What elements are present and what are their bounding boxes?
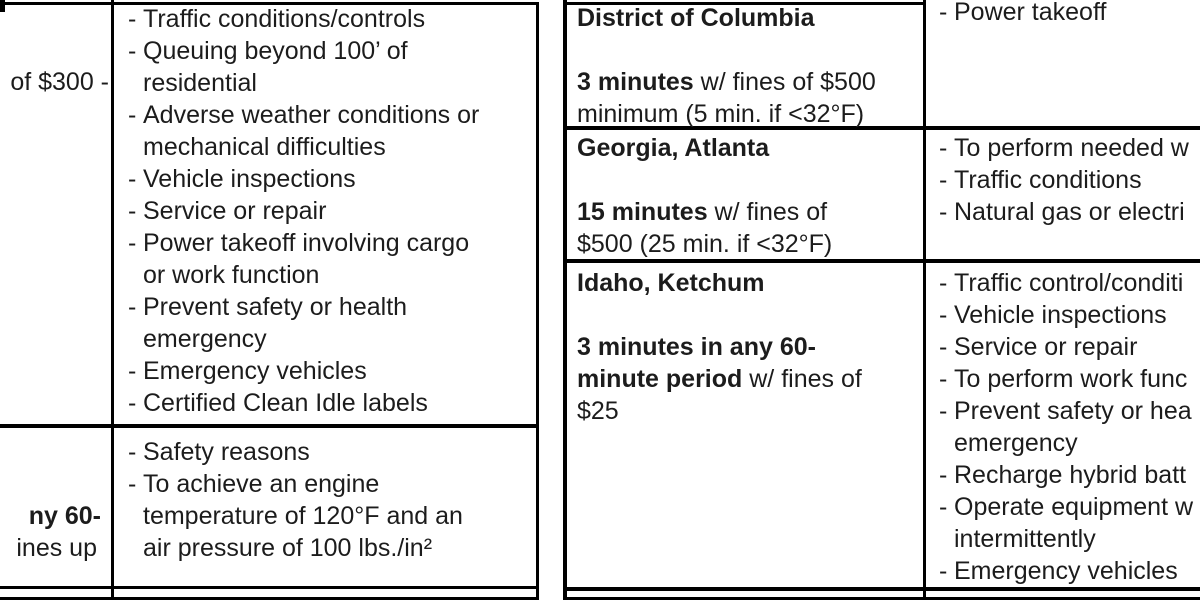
list-item-text: Vehicle inspections: [954, 301, 1167, 329]
left-column-text-fragment: of $300 -: [10, 68, 109, 96]
bold-text: minute period: [577, 365, 743, 393]
list-item-continuation: mechanical difficulties: [143, 133, 386, 161]
list-item-text: Traffic conditions: [954, 166, 1142, 194]
bold-text: 3 minutes in any 60-: [577, 333, 816, 361]
text-line: [577, 395, 919, 427]
bullet-dash: -: [939, 269, 948, 297]
text-line: [577, 267, 919, 299]
list-item-text: Adverse weather conditions or: [143, 101, 480, 129]
list-item: [939, 555, 1200, 587]
list-item: [939, 196, 1200, 228]
list-item-continuation: or work function: [143, 261, 320, 289]
list-item: [939, 267, 1200, 299]
regular-text: minimum (5 min. if <32°F): [577, 100, 865, 128]
text-line: [577, 164, 919, 196]
list-item-text: Prevent safety or health: [143, 293, 408, 321]
list-item: [939, 459, 1200, 491]
text-line: [577, 331, 919, 363]
list-item-text: Operate equipment w: [954, 493, 1194, 521]
exemptions-list: [128, 436, 534, 564]
list-item: [939, 164, 1200, 196]
list-item-text: Certified Clean Idle labels: [143, 389, 428, 417]
jurisdiction-cell: [577, 132, 919, 260]
text-line: [577, 299, 919, 331]
list-item-text: Power takeoff: [954, 0, 1107, 26]
bullet-dash: -: [939, 134, 948, 162]
list-item: [939, 395, 1200, 427]
bullet-dash: -: [939, 557, 948, 585]
bullet-dash: -: [128, 229, 137, 257]
bullet-dash: -: [128, 197, 137, 225]
bullet-dash: -: [939, 333, 948, 361]
left-table-column-border: [111, 0, 114, 600]
list-item-text: Natural gas or electri: [954, 198, 1185, 226]
bullet-dash: -: [128, 101, 137, 129]
bold-text: Georgia, Atlanta: [577, 134, 770, 162]
left-table-right-border: [536, 2, 539, 600]
text-line: [577, 34, 919, 66]
list-item-text: Prevent safety or hea: [954, 397, 1192, 425]
list-item-continuation: residential: [143, 69, 257, 97]
list-item-text: Emergency vehicles: [143, 357, 367, 385]
bold-text: District of Columbia: [577, 4, 815, 32]
bullet-dash: -: [128, 293, 137, 321]
bold-text: 15 minutes: [577, 198, 708, 226]
regular-text: w/ fines of: [707, 198, 828, 226]
list-item-text: To perform work func: [954, 365, 1188, 393]
bullet-dash: -: [939, 301, 948, 329]
text-line: [577, 66, 919, 98]
list-item: [128, 387, 534, 419]
list-item: [128, 99, 534, 131]
text-line: [577, 2, 919, 34]
exemptions-list: [939, 0, 1200, 28]
bold-text: 3 minutes: [577, 68, 694, 96]
regular-text: w/ fines of: [742, 365, 862, 393]
bullet-dash: -: [128, 5, 137, 33]
right-table-left-border: [563, 0, 567, 600]
list-item-text: Service or repair: [954, 333, 1138, 361]
bullet-dash: -: [939, 166, 948, 194]
list-item: [939, 0, 1200, 28]
bullet-dash: -: [128, 470, 137, 498]
list-item-continuation: emergency: [954, 429, 1078, 457]
list-item-continuation: emergency: [143, 325, 267, 353]
list-item: [128, 3, 534, 35]
right-table-column-border: [923, 0, 926, 600]
left-table-row-border: [0, 586, 539, 589]
list-item-text: Vehicle inspections: [143, 165, 356, 193]
list-item: [128, 163, 534, 195]
bullet-dash: -: [939, 365, 948, 393]
list-item: [128, 195, 534, 227]
list-item-text: Power takeoff involving cargo: [143, 229, 470, 257]
bullet-dash: -: [128, 165, 137, 193]
list-item: [128, 227, 534, 259]
list-item-text: To perform needed w: [954, 134, 1189, 162]
bullet-dash: -: [939, 461, 948, 489]
left-table-row-border: [0, 424, 539, 428]
regular-text: $500 (25 min. if <32°F): [577, 230, 833, 258]
text-line: [577, 228, 919, 260]
regular-text: w/ fines of $500: [693, 68, 876, 96]
text-line: [577, 363, 919, 395]
list-item: [939, 299, 1200, 331]
list-item-continuation: air pressure of 100 lbs./in²: [143, 534, 433, 562]
list-item-text: To achieve an engine: [143, 470, 380, 498]
list-item-continuation: temperature of 120°F and an: [143, 502, 463, 530]
list-item: [128, 291, 534, 323]
text-line: [577, 196, 919, 228]
bullet-dash: -: [939, 493, 948, 521]
list-item: [939, 132, 1200, 164]
bullet-dash: -: [939, 397, 948, 425]
left-column-text-fragment: ny 60-: [28, 502, 101, 530]
list-item-text: Service or repair: [143, 197, 327, 225]
list-item-text: Traffic control/conditi: [954, 269, 1184, 297]
list-item: [939, 331, 1200, 363]
text-line: [577, 98, 919, 130]
text-line: [577, 132, 919, 164]
list-item-text: Queuing beyond 100’ of: [143, 37, 408, 65]
list-item: [939, 491, 1200, 523]
jurisdiction-cell: [577, 267, 919, 427]
bullet-dash: -: [939, 0, 948, 26]
list-item-text: Recharge hybrid batt: [954, 461, 1187, 489]
bold-text: Idaho, Ketchum: [577, 269, 765, 297]
list-item-text: Safety reasons: [143, 438, 310, 466]
exemptions-list: [939, 267, 1200, 587]
bullet-dash: -: [128, 438, 137, 466]
bullet-dash: -: [128, 357, 137, 385]
jurisdiction-cell: [577, 2, 919, 130]
left-column-text-fragment: ines up: [16, 534, 97, 562]
regular-text: $25: [577, 397, 619, 425]
list-item-text: Traffic conditions/controls: [143, 5, 426, 33]
exemptions-list: [939, 132, 1200, 228]
right-table-row-border: [563, 587, 1200, 591]
list-item-continuation: intermittently: [954, 525, 1096, 553]
bullet-dash: -: [128, 37, 137, 65]
exemptions-list: [128, 3, 534, 419]
list-item: [128, 355, 534, 387]
list-item-text: Emergency vehicles: [954, 557, 1178, 585]
bullet-dash: -: [939, 198, 948, 226]
list-item: [128, 436, 534, 468]
bullet-dash: -: [128, 389, 137, 417]
list-item: [128, 35, 534, 67]
list-item: [128, 468, 534, 500]
list-item: [939, 363, 1200, 395]
